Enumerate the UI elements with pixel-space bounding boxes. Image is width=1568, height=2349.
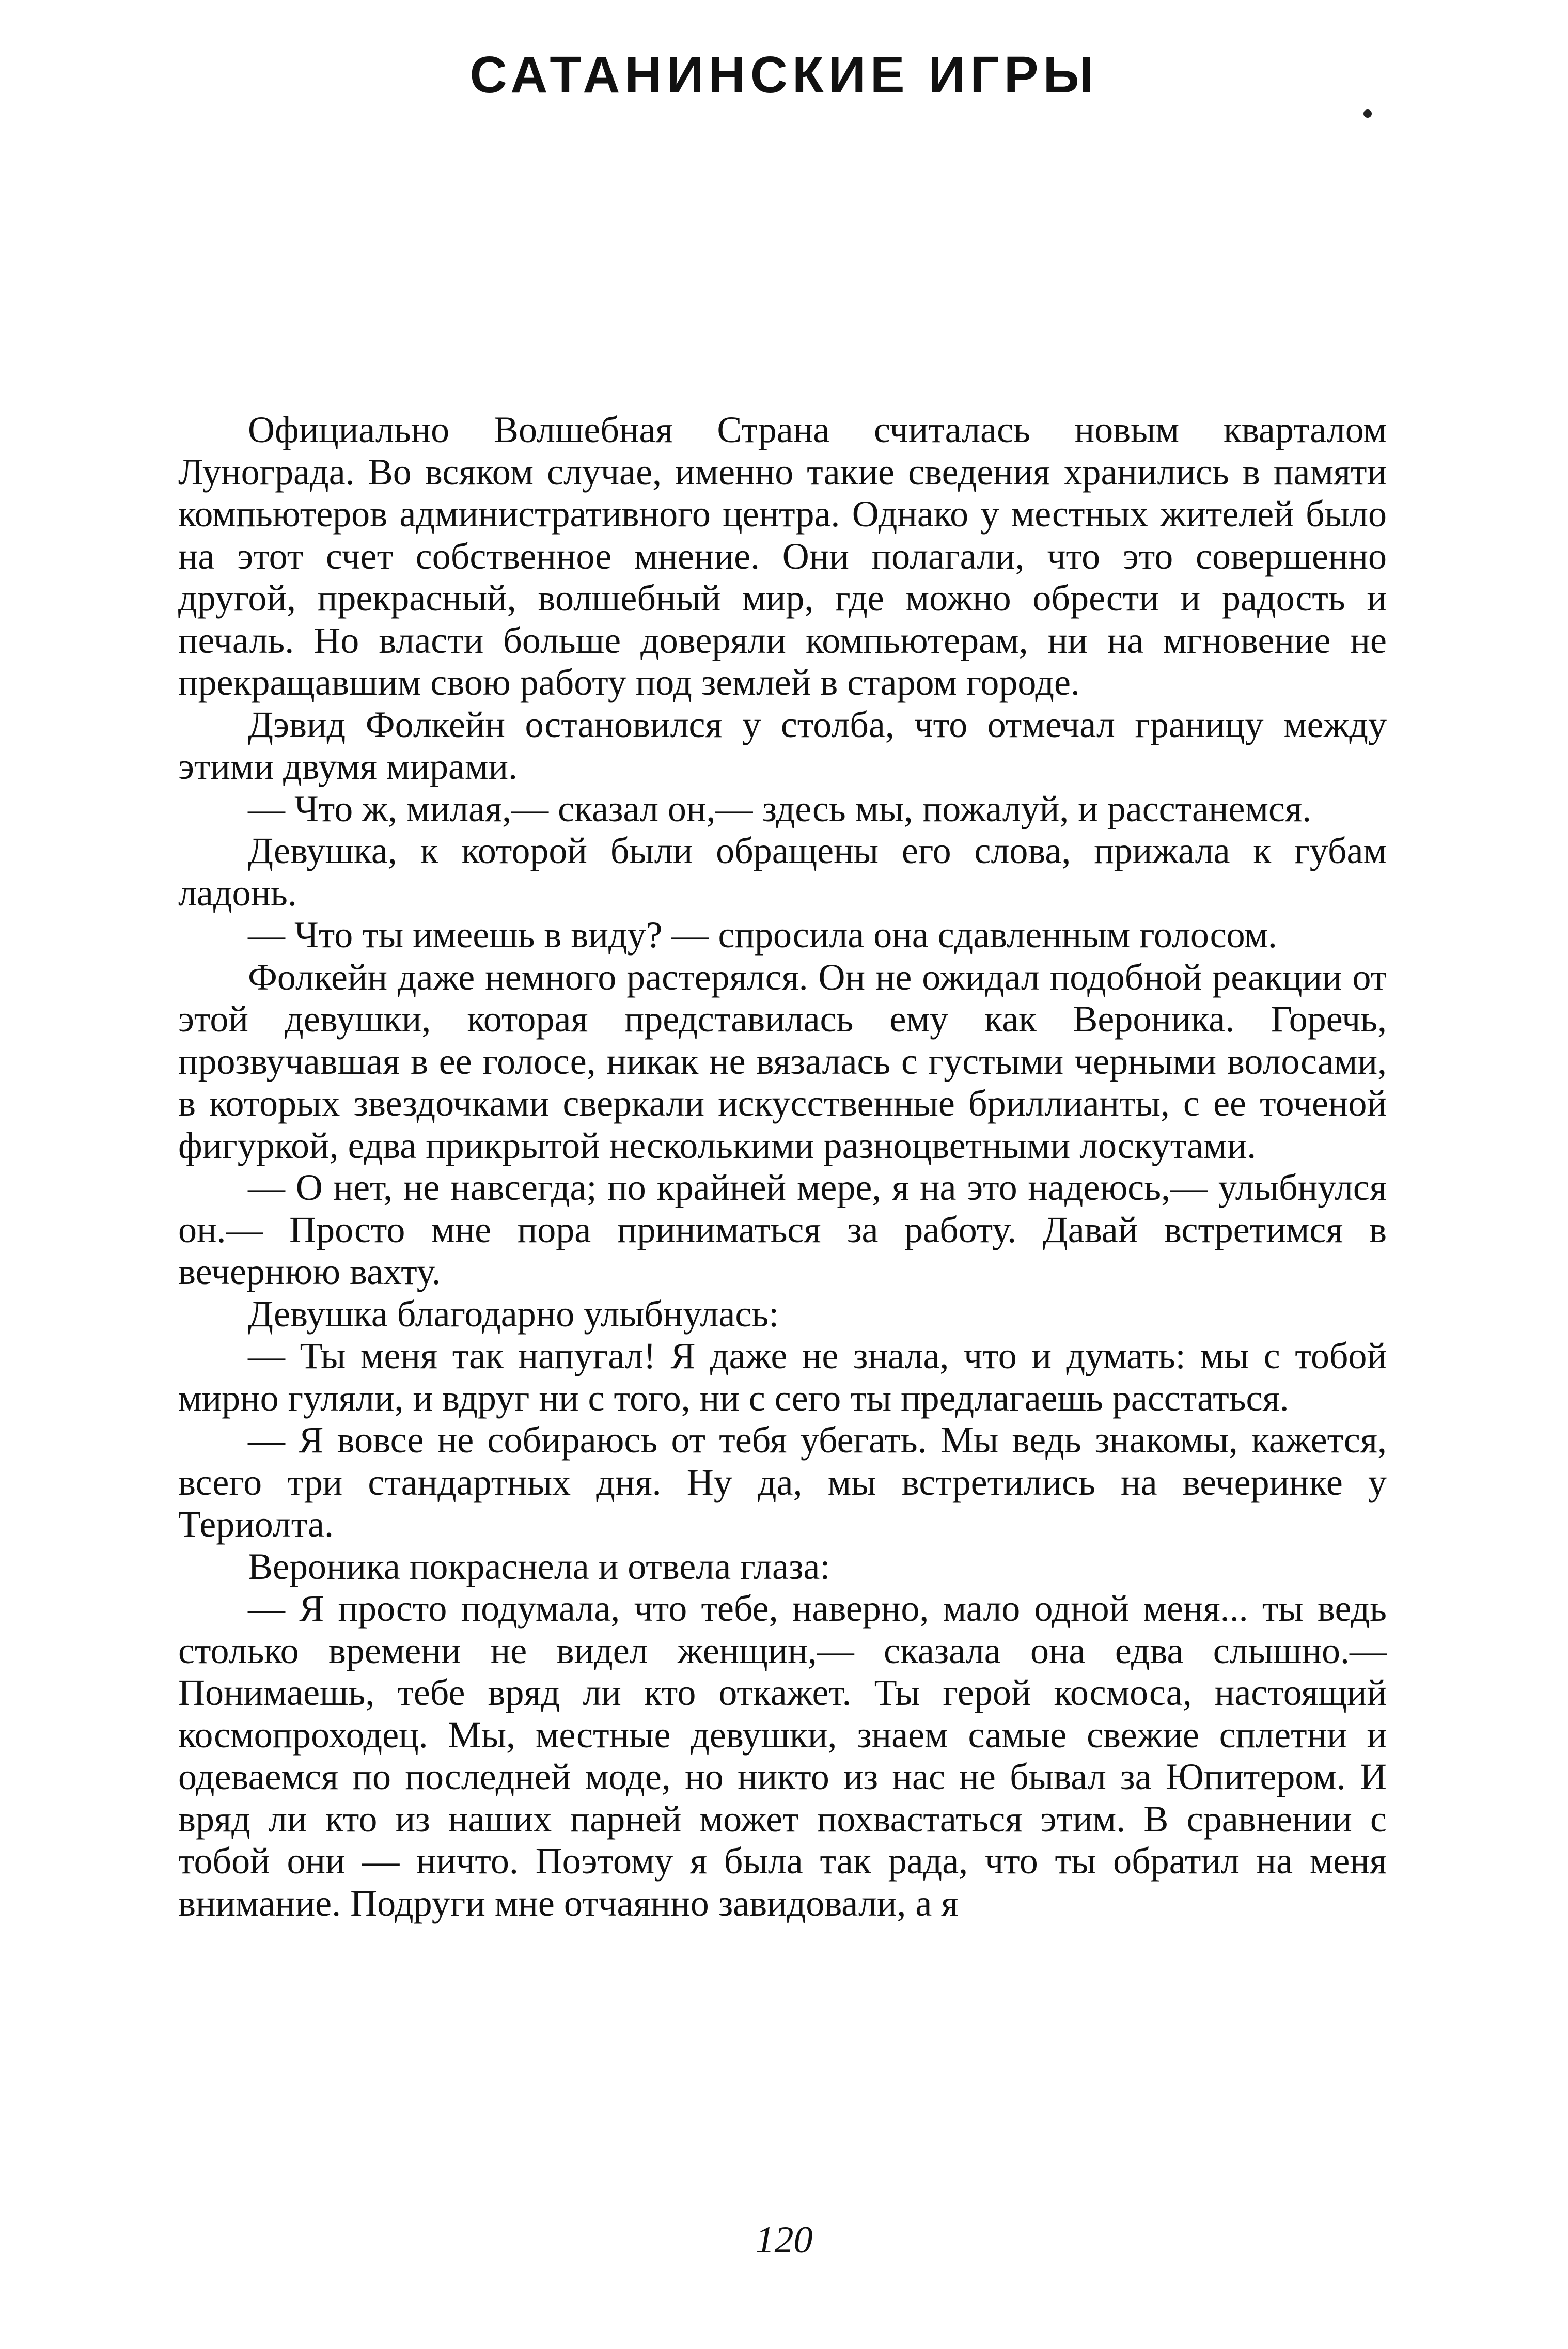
paragraph: — Что ж, милая,— сказал он,— здесь мы, пожалуй, и расстанемся. (248, 788, 1312, 829)
paragraph: Девушка благодарно улыбнулась: (248, 1293, 779, 1335)
paragraph: Вероника покраснела и отвела глаза: (248, 1545, 830, 1587)
paragraph: — О нет, не навсегда; по крайней мере, я на это надеюсь,— улыбнулся он.— Просто мне пора приниматься за работу. Давай встретимся в вечернюю вахту. (178, 1167, 1387, 1292)
paragraph: — Я вовсе не собираюсь от тебя убегать. Мы ведь знакомы, кажется, всего три стандартных дня. Ну да, мы встретились на вечеринке у Териолта. (178, 1419, 1387, 1545)
paragraph: Девушка, к которой были обращены его слова, прижала к губам ладонь. (178, 830, 1387, 914)
paragraph: Официально Волшебная Страна считалась новым кварталом Лунограда. Во всяком случае, именно такие сведения хранились в памяти компьютеров административного центра. Однако у местных жителей было на этот счет собственное мнение. Они полагали, что это совершенно другой, прекрасный, волшебный мир, где можно обрести и радость и печаль. Но власти больше доверяли компьютерам, ни на мгновение не прекращавшим свою работу под землей в старом городе. (178, 409, 1387, 703)
print-speck (1363, 109, 1372, 118)
paragraph: Дэвид Фолкейн остановился у столба, что отмечал границу между этими двумя мирами. (178, 703, 1387, 787)
page-number: 120 (755, 2219, 813, 2261)
paragraph: Фолкейн даже немного растерялся. Он не ожидал подобной реакции от этой девушки, которая представилась ему как Вероника. Горечь, прозвучавшая в ее голосе, никак не вязалась с густыми черными волосами, в которых звездочками сверкали искусственные бриллианты, с ее точеной фигуркой, едва прикрытой несколькими разноцветными лоскутами. (178, 956, 1387, 1166)
body-text (178, 409, 1387, 1924)
paragraph: — Ты меня так напугал! Я даже не знала, что и думать: мы с тобой мирно гуляли, и вдруг ни с того, ни с сего ты предлагаешь расстаться. (178, 1335, 1387, 1419)
paragraph: — Я просто подумала, что тебе, наверно, мало одной меня... ты ведь столько времени не видел женщин,— сказала она едва слышно.— Понимаешь, тебе вряд ли кто откажет. Ты герой космоса, настоящий космопроходец. Мы, местные девушки, знаем самые свежие сплетни и одеваемся по последней моде, но никто из нас не бывал за Юпитером. И вряд ли кто из наших парней может похвастаться этим. В сравнении с тобой они — ничто. Поэтому я была так рада, что ты обратил на меня внимание. Подруги мне отчаянно завидовали, а я (178, 1588, 1387, 1924)
running-title: САТАНИНСКИЕ ИГРЫ (469, 46, 1099, 104)
paragraph: — Что ты имеешь в виду? — спросила она сдавленным голосом. (248, 914, 1277, 956)
